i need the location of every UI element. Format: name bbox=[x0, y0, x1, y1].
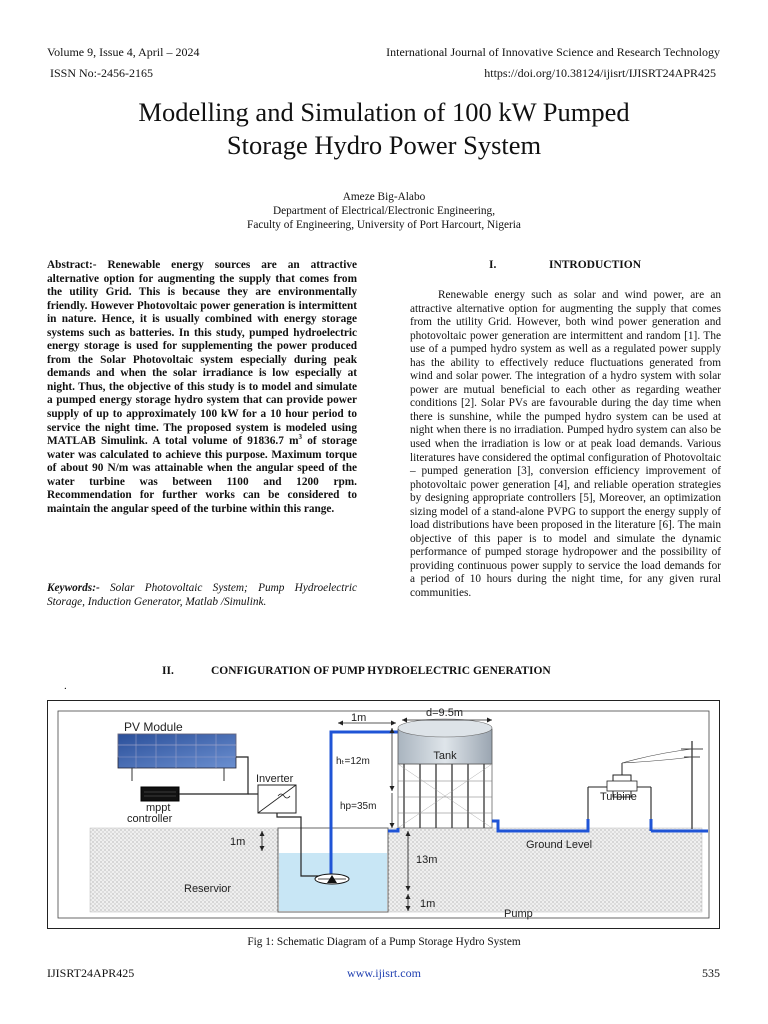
pv-module-label: PV Module bbox=[124, 720, 183, 734]
dim-pump-head: hp=35m bbox=[340, 801, 377, 812]
author-name: Ameze Big-Alabo bbox=[342, 191, 426, 203]
mppt-controller-box bbox=[141, 787, 179, 801]
introduction-text: Renewable energy such as solar and wind power, are an attractive alternative option for augmenting the supply that comes from the utility Grid. However, both wind power generation and photovoltaic power generation are intermittent and random [1]. The use of a pumped hydro system as well as a regulated power supply has the ability to effectively reduce fluctuations generated from wind and solar power. The integration of a hydro system with solar power are mutual beneficial to each other as regarding weather conditions [2]. Solar PVs are favourable during the day time when there is sunshine, while the pumped hydro system can be used at night when there is no irradiation. Pumped hydro system can also be used when the irradiation is low or at peak load demands. Various literatures have considered the optimal configuration of Photovoltaic – pumped generation [3], conversion efficiency improvement of photovoltaic power generation [4], and reliable operation strategies by designing appropriate controllers [5], Moreover, an optimization sizing model of a stand-alone PVPG to support the energy supply of load distributions have been proposed in the literature [6]. The main objective of this paper is to model and simulate the dynamic performance of pumped storage hydropower and the possibility of providing continuous power supply to service the load demands for a period of 10 hours during the night time, for any given rural communities. bbox=[410, 289, 721, 600]
figure-schematic bbox=[47, 700, 720, 929]
dim-1m-top: 1m bbox=[351, 712, 367, 724]
section-heading-introduction bbox=[410, 259, 720, 271]
inverter-label: Inverter bbox=[256, 773, 294, 785]
dim-diameter: d=9.5m bbox=[426, 707, 463, 719]
abstract-text-1: Abstract:- Renewable energy sources are an attractive alternative option for augmenting the supply that comes from the utility Grid. This is because they are environmentally friendly. However Photovoltaic power generation is intermittent in nature. Hence, it is usually combined with energy storage systems such as batteries. In this study, pumped hydroelectric energy storage is used for supplementing the power produced from the Solar Photovoltaic system especially during peak demands and when the solar irradiance is low especially at night. Thus, the objective of this study is to model and simulate a pumped energy storage hydro system that can provide power supply of up to approximately 100 kW for a 10 hour period to service the night time. The proposed system is modeled using MATLAB Simulink. A total volume of 91836.7 m bbox=[47, 259, 357, 448]
mppt-label: mppt bbox=[146, 802, 171, 814]
affiliation-department: Department of Electrical/Electronic Engineering, bbox=[272, 205, 496, 217]
paper-title bbox=[0, 96, 768, 162]
section-title: CONFIGURATION OF PUMP HYDROELECTRIC GENERATION bbox=[211, 665, 551, 677]
ground-area bbox=[90, 828, 702, 912]
doi-link[interactable]: https://doi.org/10.38124/ijisrt/IJISRT24APR425 bbox=[484, 66, 716, 80]
paper-title-line2: Storage Hydro Power System bbox=[226, 130, 542, 160]
abstract-superscript: 3 bbox=[298, 433, 303, 442]
tank-label: Tank bbox=[433, 750, 457, 762]
section-number: II. bbox=[162, 665, 174, 677]
schematic-diagram bbox=[48, 701, 719, 928]
reservoir-label: Reservior bbox=[184, 883, 232, 895]
footer-website-link[interactable]: www.ijisrt.com bbox=[347, 966, 421, 980]
volume-info: Volume 9, Issue 4, April – 2024 bbox=[47, 45, 200, 59]
ground-level-label: Ground Level bbox=[526, 839, 593, 851]
keywords bbox=[47, 582, 357, 609]
abstract-text-2: of storage water was calculated to achieve this purpose. Maximum torque of about 90 N/m was attainable when the angular speed of the water turbine was between 1100 and 1200 rpm. Recommendation for further works can be considered to maintain the angular speed of the turbine within this range. bbox=[47, 435, 357, 515]
journal-name: International Journal of Innovative Science and Research Technology bbox=[386, 45, 720, 59]
footer-paper-id: IJISRT24APR425 bbox=[47, 966, 135, 980]
controller-label: controller bbox=[127, 813, 173, 825]
dim-1m-bottom: 1m bbox=[420, 898, 436, 910]
abstract bbox=[47, 259, 357, 516]
dim-tank-height: hₜ=12m bbox=[336, 756, 370, 767]
figure-caption: Fig 1: Schematic Diagram of a Pump Storage Hydro System bbox=[247, 936, 521, 948]
page-number: 535 bbox=[702, 966, 720, 980]
keywords-text: Solar Photovoltaic System; Pump Hydroelectric Storage, Induction Generator, Matlab /Simulink. bbox=[47, 582, 357, 608]
dim-1m-left: 1m bbox=[230, 836, 246, 848]
keywords-label: Keywords:- bbox=[47, 582, 100, 594]
pump-label: Pump bbox=[504, 908, 533, 920]
section-number: I. bbox=[488, 259, 497, 271]
issn: ISSN No:-2456-2165 bbox=[50, 66, 154, 80]
turbine-label: Turbine bbox=[600, 791, 637, 803]
paper-title-line1: Modelling and Simulation of 100 kW Pumped bbox=[138, 97, 630, 127]
affiliation-university: Faculty of Engineering, University of Port Harcourt, Nigeria bbox=[247, 219, 521, 231]
dim-13m: 13m bbox=[416, 854, 438, 866]
stray-dot: . bbox=[64, 680, 67, 692]
section-title: INTRODUCTION bbox=[548, 259, 641, 271]
